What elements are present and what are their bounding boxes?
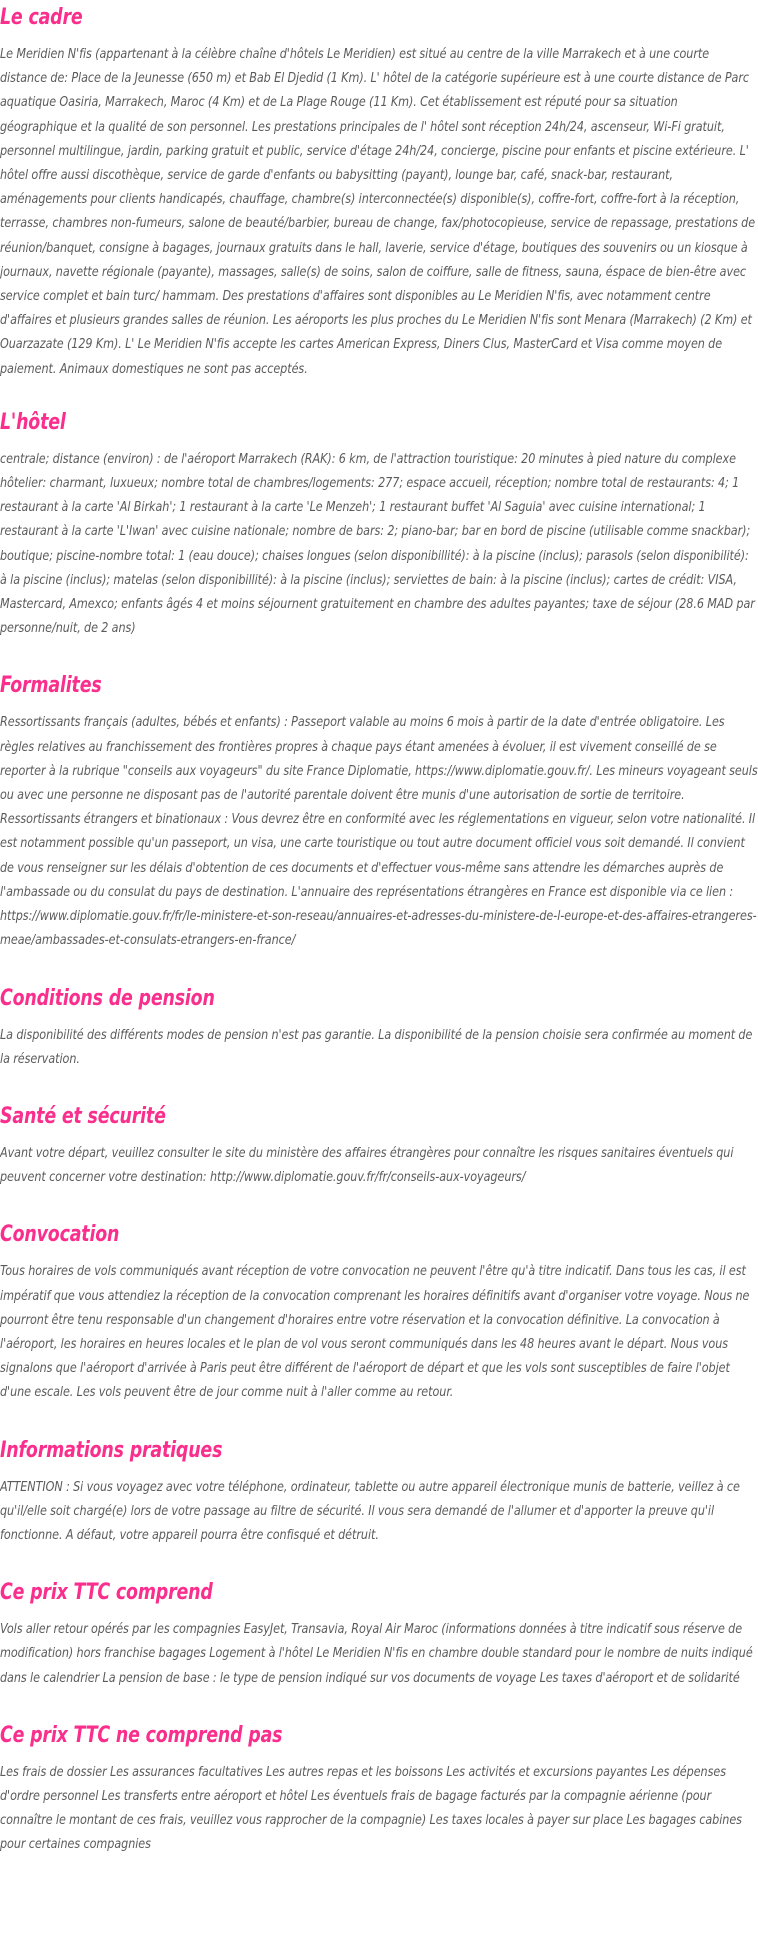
section-formalites: [0, 640, 758, 952]
spacer: [0, 437, 758, 447]
section-title-convocation: Convocation: [0, 1221, 120, 1248]
spacer: [0, 1465, 758, 1475]
section-ce-prix-ttc-comprend: [0, 1547, 758, 1690]
section-convocation: [0, 1189, 758, 1404]
spacer: [0, 700, 758, 710]
section-body-sante-et-securite: Avant votre départ, veuillez consulter le site du ministère des affaires étrangères pour connaître les risques sanitaires éventuels qui peuvent concerner votre destination: http://www.diplomatie.gouv.fr/fr/conseils-aux-voyageurs/: [0, 1144, 734, 1186]
section-title-conditions-de-pension: Conditions de pension: [0, 984, 215, 1011]
section-title-le-cadre: Le cadre: [0, 4, 83, 30]
spacer: [0, 1750, 758, 1760]
section-body-formalites: Ressortissants français (adultes, bébés et enfants) : Passeport valable au moins 6 mois à partir de la date d'entrée obligatoire. Les règles relatives au franchissement des frontières propres à chaque pays étant amenées à évoluer, il est vivement conseillé de se reporter à la rubrique "conseils aux voyageurs" du site France Diplomatie, https://www.diplomatie.gouv.fr/. Les mineurs voyageant seuls ou avec une personne ne disposant pas de l'autorité parentale doivent être munis d'une autorisation de sortie de territoire. Ressortissants étrangers et binationaux : Vous devrez être en conformité avec les réglementations en vigueur, selon votre nationalité. Il est notamment possible qu'un passeport, un visa, une carte touristique ou tout autre document officiel vous soit demandé. Il convient de vous renseigner sur les délais d'obtention de ces documents et d'effectuer vous-même sans attendre les démarches auprès de l'ambassade ou du consulat du pays de destination. L'annuaire des représentations étrangères en France est disponible via ce lien : https://www.diplomatie.gouv.fr/fr/le-ministere-et-son-reseau/annuaires-et-adresses-du-ministere-de-l-europe-et-des-affaires-etrangeres-meae/ambassades-et-consulats-etrangers-en-france/: [0, 714, 758, 949]
section-ce-prix-ttc-ne-comprend-pas: [0, 1690, 758, 1857]
spacer: [0, 1249, 758, 1259]
section-body-conditions-de-pension: La disponibilité des différents modes de pension n'est pas garantie. La disponibilité de la pension choisie sera confirmée au moment de la réservation.: [0, 1026, 753, 1067]
section-title-l-hotel: L'hôtel: [0, 408, 66, 435]
section-body-ce-prix-ttc-comprend: Vols aller retour opérés par les compagnies EasyJet, Transavia, Royal Air Maroc (informations données à titre indicatif sous réserve de modification) hors franchise bagages Logement à l'hôtel Le Meridien N'fis en chambre double standard pour le nombre de nuits indiqué dans le calendrier La pension de base : le type de pension indiqué sur vos documents de voyage Les taxes d'aéroport et de solidarité: [0, 1621, 753, 1686]
section-title-informations-pratiques: Informations pratiques: [0, 1436, 223, 1463]
spacer: [0, 1013, 758, 1023]
section-title-ce-prix-ttc-ne-comprend-pas: Ce prix TTC ne comprend pas: [0, 1721, 283, 1748]
section-title-ce-prix-ttc-comprend: Ce prix TTC comprend: [0, 1579, 213, 1606]
section-title-sante-et-securite: Santé et sécurité: [0, 1102, 166, 1129]
section-le-cadre: [0, 0, 758, 381]
section-body-le-cadre: Le Meridien N'fis (appartenant à la célèbre chaîne d'hôtels Le Meridien) est situé au centre de la ville Marrakech et à une courte distance de: Place de la Jeunesse (650 m) et Bab El Djedid (1 Km). L' hôtel de la catégorie supérieure est à une courte distance de Parc aquatique Oasiria, Marrakech, Maroc (4 Km) et de La Plage Rouge (11 Km). Cet établissement est réputé pour sa situation géographique et la qualité de son personnel. Les prestations principales de l' hôtel sont réception 24h/24, ascenseur, Wi-Fi gratuit, personnel multilingue, jardin, parking gratuit et public, service d'étage 24h/24, concierge, piscine pour enfants et piscine extérieure. L' hôtel offre aussi discothèque, service de garde d'enfants ou babysitting (payant), lounge bar, café, snack-bar, restaurant, aménagements pour clients handicapés, chauffage, chambre(s) interconnectée(s) disponible(s), coffre-fort, coffre-fort à la réception, terrasse, chambres non-fumeurs, salone de beauté/barbier, bureau de change, fax/photocopieuse, service de repassage, prestations de réunion/banquet, consigne à bagages, journaux gratuits dans le hall, laverie, service d'étage, boutiques des souvenirs ou un kiosque à journaux, navette régionale (payante), massages, salle(s) de soins, salon de coiffure, salle de fitness, sauna, éspace de bien-être avec service complet et bain turc/ hammam. Des prestations d'affaires sont disponibles au Le Meridien N'fis, avec notamment centre d'affaires et plusieurs grandes salles de réunion. Les aéroports les plus proches du Le Meridien N'fis sont Menara (Marrakech) (2 Km) et Ouarzazate (129 Km). L' Le Meridien N'fis accepte les cartes American Express, Diners Clus, MasterCard et Visa comme moyen de paiement. Animaux domestiques ne sont pas acceptés.: [0, 46, 756, 377]
section-body-ce-prix-ttc-ne-comprend-pas: Les frais de dossier Les assurances facultatives Les autres repas et les boissons Les activités et excursions payantes Les dépenses d'ordre personnel Les transferts entre aéroport et hôtel Les éventuels frais de bagage facturés par la compagnie aérienne (pour connaître le montant de ces frais, veuillez vous rapprocher de la compagnie) Les taxes locales à payer sur place Les bagages cabines pour certaines compagnies: [0, 1763, 742, 1853]
spacer: [0, 32, 758, 42]
section-sante-et-securite: [0, 1071, 758, 1189]
section-l-hotel: [0, 381, 758, 641]
section-conditions-de-pension: [0, 953, 758, 1071]
section-informations-pratiques: [0, 1405, 758, 1548]
section-body-informations-pratiques: ATTENTION : Si vous voyagez avec votre téléphone, ordinateur, tablette ou autre appareil électronique munis de batterie, veillez à ce qu'il/elle soit chargé(e) lors de votre passage au filtre de sécurité. Il vous sera demandé de l'allumer et d'apporter la preuve qu'il fonctionne. A défaut, votre appareil pourra être confisqué et détruit.: [0, 1478, 740, 1543]
spacer: [0, 1607, 758, 1617]
section-body-l-hotel: centrale; distance (environ) : de l'aéroport Marrakech (RAK): 6 km, de l'attraction touristique: 20 minutes à pied nature du complexe hôtelier: charmant, luxueux; nombre total de chambres/logements: 277; espace accueil, réception; nombre total de restaurants: 4; 1 restaurant à la carte 'Al Birkah'; 1 restaurant à la carte 'Le Menzeh'; 1 restaurant buffet 'Al Saguia' avec cuisine international; 1 restaurant à la carte 'L'Iwan' avec cuisine nationale; nombre de bars: 2; piano-bar; bar en bord de piscine (utilisable comme snackbar); boutique; piscine-nombre total: 1 (eau douce); chaises longues (selon disponibillité): à la piscine (inclus); parasols (selon disponibilité): à la piscine (inclus); matelas (selon disponibillité): à la piscine (inclus); serviettes de bain: à la piscine (inclus); cartes de crédit: VISA, Mastercard, Amexco; enfants âgés 4 et moins séjournent gratuitement en chambre des adultes payantes; taxe de séjour (28.6 MAD par personne/nuit, de 2 ans): [0, 450, 755, 637]
section-body-convocation: Tous horaires de vols communiqués avant réception de votre convocation ne peuvent l'être qu'à titre indicatif. Dans tous les cas, il est impératif que vous attendiez la réception de la convocation comprenant les horaires définitifs avant d'organiser votre voyage. Nous ne pourront être tenu responsable d'un changement d'horaires entre votre réservation et la convocation définitive. La convocation à l'aéroport, les horaires en heures locales et le plan de vol vous seront communiqués dans les 48 heures avant le départ. Nous vous signalons que l'aéroport d'arrivée à Paris peut être différent de l'aéroport de départ et que les vols sont susceptibles de faire l'objet d'une escale. Les vols peuvent être de jour comme nuit à l'aller comme au retour.: [0, 1263, 750, 1401]
spacer: [0, 1131, 758, 1141]
section-title-formalites: Formalites: [0, 672, 102, 699]
